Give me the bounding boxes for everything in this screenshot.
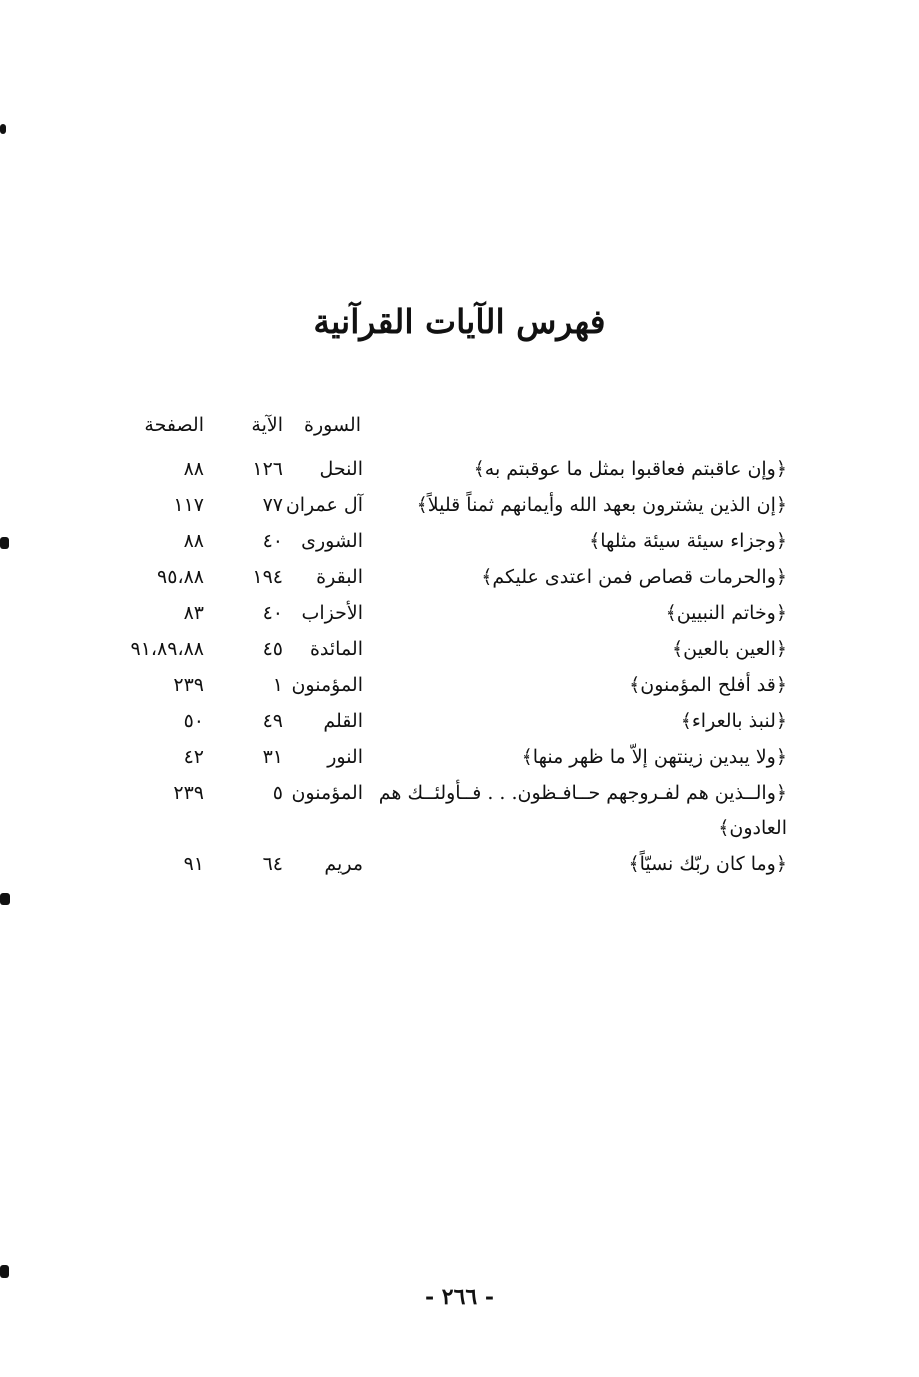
page-ref: ٩٥،٨٨: [157, 566, 204, 588]
page-ref: ٥٠: [183, 710, 204, 732]
scan-mark: [0, 124, 6, 134]
ayah-number: ٤٥: [262, 638, 283, 660]
surah-name: النور: [327, 746, 363, 768]
verse-text: ﴿وخاتم النبيين﴾: [665, 602, 787, 624]
page-ref: ٩١،٨٩،٨٨: [130, 638, 204, 660]
table-row: [0, 710, 919, 744]
table-row: [0, 530, 919, 564]
page-ref: ٢٣٩: [173, 674, 204, 696]
scan-mark: [0, 537, 9, 549]
table-row: [0, 782, 919, 816]
ayah-number: ٤٩: [262, 710, 283, 732]
table-row: [0, 494, 919, 528]
ayah-number: ١٢٦: [252, 458, 283, 480]
verse-text: ﴿ولا يبدين زينتهن إلاّ ما ظهر منها﴾: [521, 746, 787, 768]
verse-text: ﴿إن الذين يشترون بعهد الله وأيمانهم ثمناً قليلاً﴾: [416, 494, 787, 516]
page-number: - ٢٦٦ -: [424, 1284, 495, 1310]
table-row: [0, 602, 919, 636]
header-ayah: الآية: [251, 414, 283, 436]
page-ref: ٢٣٩: [173, 782, 204, 804]
page-title: فهرس الآيات القرآنية: [313, 302, 606, 341]
table-row: [0, 746, 919, 780]
surah-name: مريم: [324, 853, 363, 875]
header-surah: السورة: [304, 414, 361, 436]
verse-continuation: العادون﴾: [718, 817, 787, 839]
page-ref: ١١٧: [173, 494, 204, 516]
surah-name: المؤمنون: [291, 782, 363, 804]
verse-text: ﴿لنبذ بالعراء﴾: [680, 710, 787, 732]
table-row: [0, 853, 919, 887]
surah-name: القلم: [323, 710, 363, 732]
verse-text: ﴿قد أفلح المؤمنون﴾: [629, 674, 787, 696]
surah-name: المؤمنون: [291, 674, 363, 696]
table-row: [0, 638, 919, 672]
table-row: [0, 566, 919, 600]
ayah-number: ٣١: [262, 746, 283, 768]
verse-text: ﴿وجزاء سيئة سيئة مثلها﴾: [589, 530, 787, 552]
verse-text: ﴿وإن عاقبتم فعاقبوا بمثل ما عوقبتم به﴾: [473, 458, 787, 480]
page-ref: ٩١: [183, 853, 204, 875]
page-ref: ٤٢: [183, 746, 204, 768]
verse-text: ﴿وما كان ربّك نسيّاً﴾: [628, 853, 787, 875]
surah-name: المائدة: [309, 638, 363, 660]
page-ref: ٨٨: [183, 458, 204, 480]
verse-text: ﴿العين بالعين﴾: [672, 638, 787, 660]
verse-text: ﴿والحرمات قصاص فمن اعتدى عليكم﴾: [481, 566, 787, 588]
ayah-number: ٧٧: [262, 494, 283, 516]
page-ref: ٨٣: [183, 602, 204, 624]
ayah-number: ١: [272, 674, 283, 696]
header-page: الصفحة: [144, 414, 204, 436]
page-ref: ٨٨: [183, 530, 204, 552]
table-row: [0, 458, 919, 492]
ayah-number: ١٩٤: [252, 566, 283, 588]
table-row: [0, 674, 919, 708]
surah-name: البقرة: [316, 566, 363, 588]
scan-mark: [0, 1265, 9, 1278]
ayah-number: ٤٠: [262, 602, 283, 624]
scan-mark: [0, 893, 10, 905]
ayah-number: ٤٠: [262, 530, 283, 552]
surah-name: الشورى: [301, 530, 363, 552]
verse-text: ﴿والــذين هم لفـروجهم حــافـظون. . . فــأولئــك هم: [378, 782, 787, 804]
ayah-number: ٥: [272, 782, 283, 804]
ayah-number: ٦٤: [262, 853, 283, 875]
surah-name: آل عمران: [285, 494, 363, 516]
surah-name: الأحزاب: [301, 602, 363, 624]
surah-name: النحل: [319, 458, 363, 480]
